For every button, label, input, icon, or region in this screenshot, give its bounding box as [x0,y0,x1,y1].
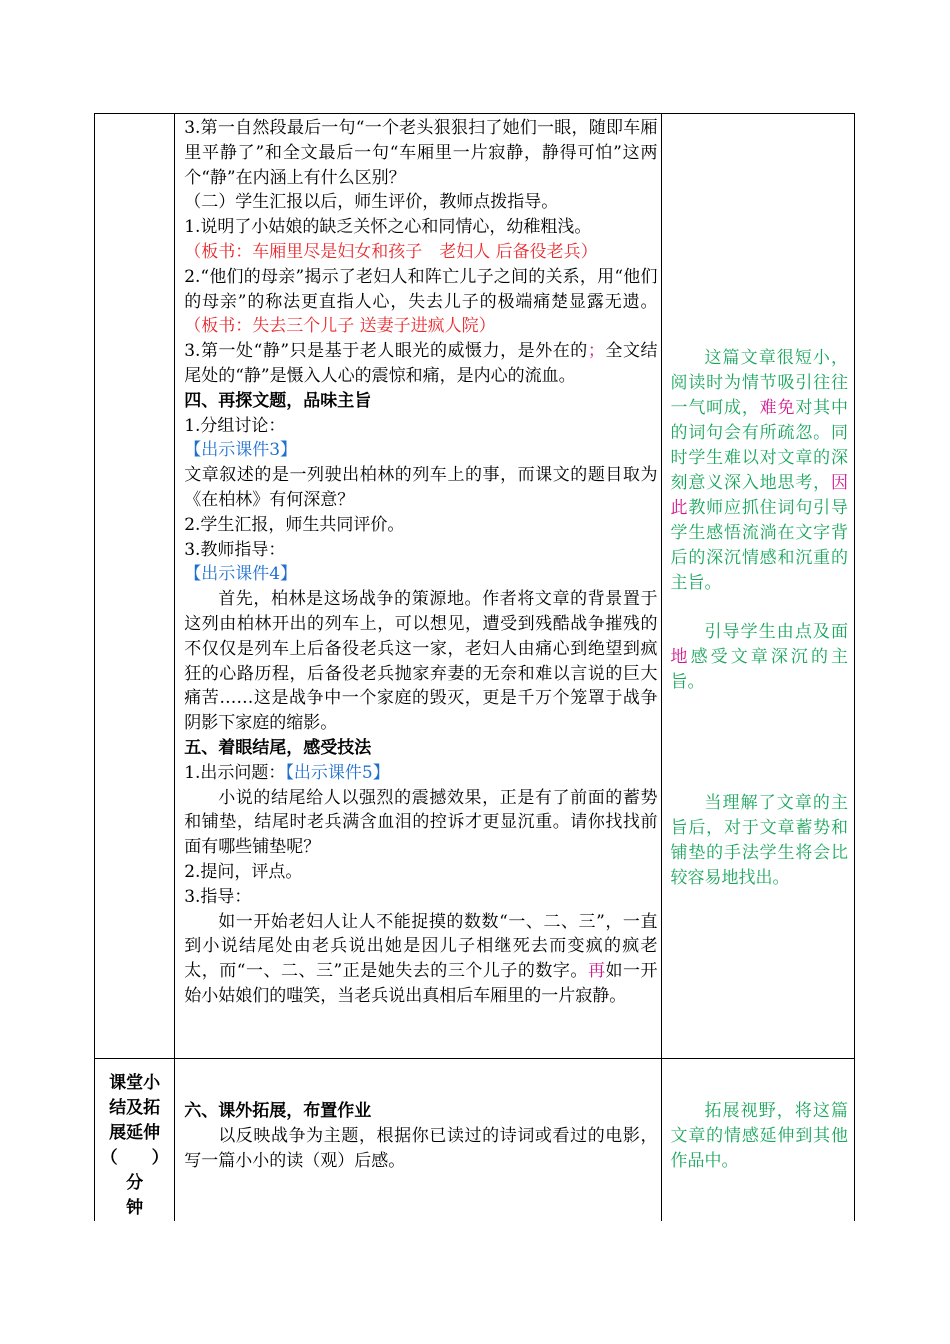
note-3: 当理解了文章的主旨后，对于文章蓄势和铺垫的手法学生将会比较容易地找出。 [670,793,848,888]
show-question: 1.出示问题：【出示课件5】 [184,762,390,783]
ending-paragraph: 小说的结尾给人以强烈的震撼效果，正是有了前面的蓄势和铺垫，结尾时老兵满含血泪的控诉才更显沉重。请你找找前面有哪些铺垫呢？ [184,787,658,858]
example-paragraph: 如一开始老妇人让人不能捉摸的数数“一、二、三”，一直到小说结尾处由老兵说出她是因儿子相继死去而变疯的疯老太，而“一、二、三”正是她失去的三个儿子的数字。再如一开始小姑娘们的嗤笑，当老兵说出真相后车厢里的一片寂静。 [184,911,658,1006]
notes-cell [662,114,855,1059]
title-question: 文章叙述的是一列驶出柏林的列车上的事，而课文的题目取为《在柏林》有何深意？ [184,465,658,510]
student-report: 2.学生汇报，师生共同评价。 [184,514,405,535]
design-notes [662,346,854,891]
content-cell [175,114,662,1059]
teacher-guide: 3.教师指导： [184,539,286,560]
side-cell-empty [95,114,175,1059]
section-6-heading: 六、课外拓展，布置作业 [184,1101,372,1121]
homework-text: 以反映战争为主题，根据你已读过的诗词或看过的电影，写一篇小小的读（观）后感。 [184,1125,658,1171]
courseware-5: 【出示课件5】 [285,762,390,783]
q3-text: 3.第一自然段最后一句“一个老头狠狠扫了她们一眼，随即车厢里平静了”和全文最后一句“车厢里一片寂静，静得可怕”这两个“静”在内涵上有什么区别？ [184,118,658,188]
answer-2: 2.“他们的母亲”揭示了老妇人和阵亡儿子之间的关系，用“他们的母亲”的称法更直指人心，失去儿子的极端痛楚显露无遗。（板书：失去三个儿子 送妻子进疯人院） [184,266,658,337]
note-1: 这篇文章很短小，阅读时为情节吸引往往一气呵成，难免对其中的词句会有所疏忽。同时学生难以对文章的深刻意义深入地思考，因此教师应抓住词句引导学生感悟流淌在文字背后的深沉情感和沉重的主旨。 [670,348,849,593]
summary-note-cell [662,1059,855,1222]
row-process [95,114,855,1059]
summary-label: 课堂小 结及拓 展延伸 （ ）分 钟 [100,1073,169,1218]
step-2: （二）学生汇报以后，师生评价，教师点拨指导。 [184,192,559,213]
blackboard-1: （板书：车厢里尽是妇女和孩子 老妇人 后备役老兵） [184,241,598,262]
row-summary [95,1059,855,1222]
answer-3: 3.第一处“静”只是基于老人眼光的威慑力，是外在的；全文结尾处的“静”是慑入人心的震惊和痛，是内心的流血。 [184,341,658,386]
section-5-heading: 五、着眼结尾，感受技法 [184,737,372,758]
summary-content-cell [175,1059,662,1222]
berlin-paragraph: 首先，柏林是这场战争的策源地。作者将文章的背景置于这列由柏林开出的列车上，可以想见，遭受到残酷战争摧残的不仅仅是列车上后备役老兵这一家，老妇人由痛心到绝望到疯狂的心路历程，后备役老兵抛家弃妻的无奈和难以言说的巨大痛苦……这是战争中一个家庭的毁灭，更是千万个笼罩于战争阴影下家庭的缩影。 [184,589,658,734]
section-4-heading: 四、再探文题，品味主旨 [184,390,372,411]
courseware-4: 【出示课件4】 [184,564,298,585]
courseware-3: 【出示课件3】 [184,440,298,461]
ask-comment: 2.提问，评点。 [184,861,303,882]
blackboard-2: （板书：失去三个儿子 送妻子进疯人院） [184,316,496,337]
note-4: 拓展视野，将这篇文章的情感延伸到其他作品中。 [670,1101,848,1171]
note-2: 引导学生由点及面地感受文章深沉的主旨。 [670,622,849,692]
guide-label: 3.指导： [184,886,252,907]
answer-1: 1.说明了小姑娘的缺乏关怀之心和同情心，幼稚粗浅。 [184,217,592,238]
summary-label-cell [95,1059,175,1222]
group-discussion: 1.分组讨论： [184,415,286,436]
lesson-table [94,113,855,1221]
